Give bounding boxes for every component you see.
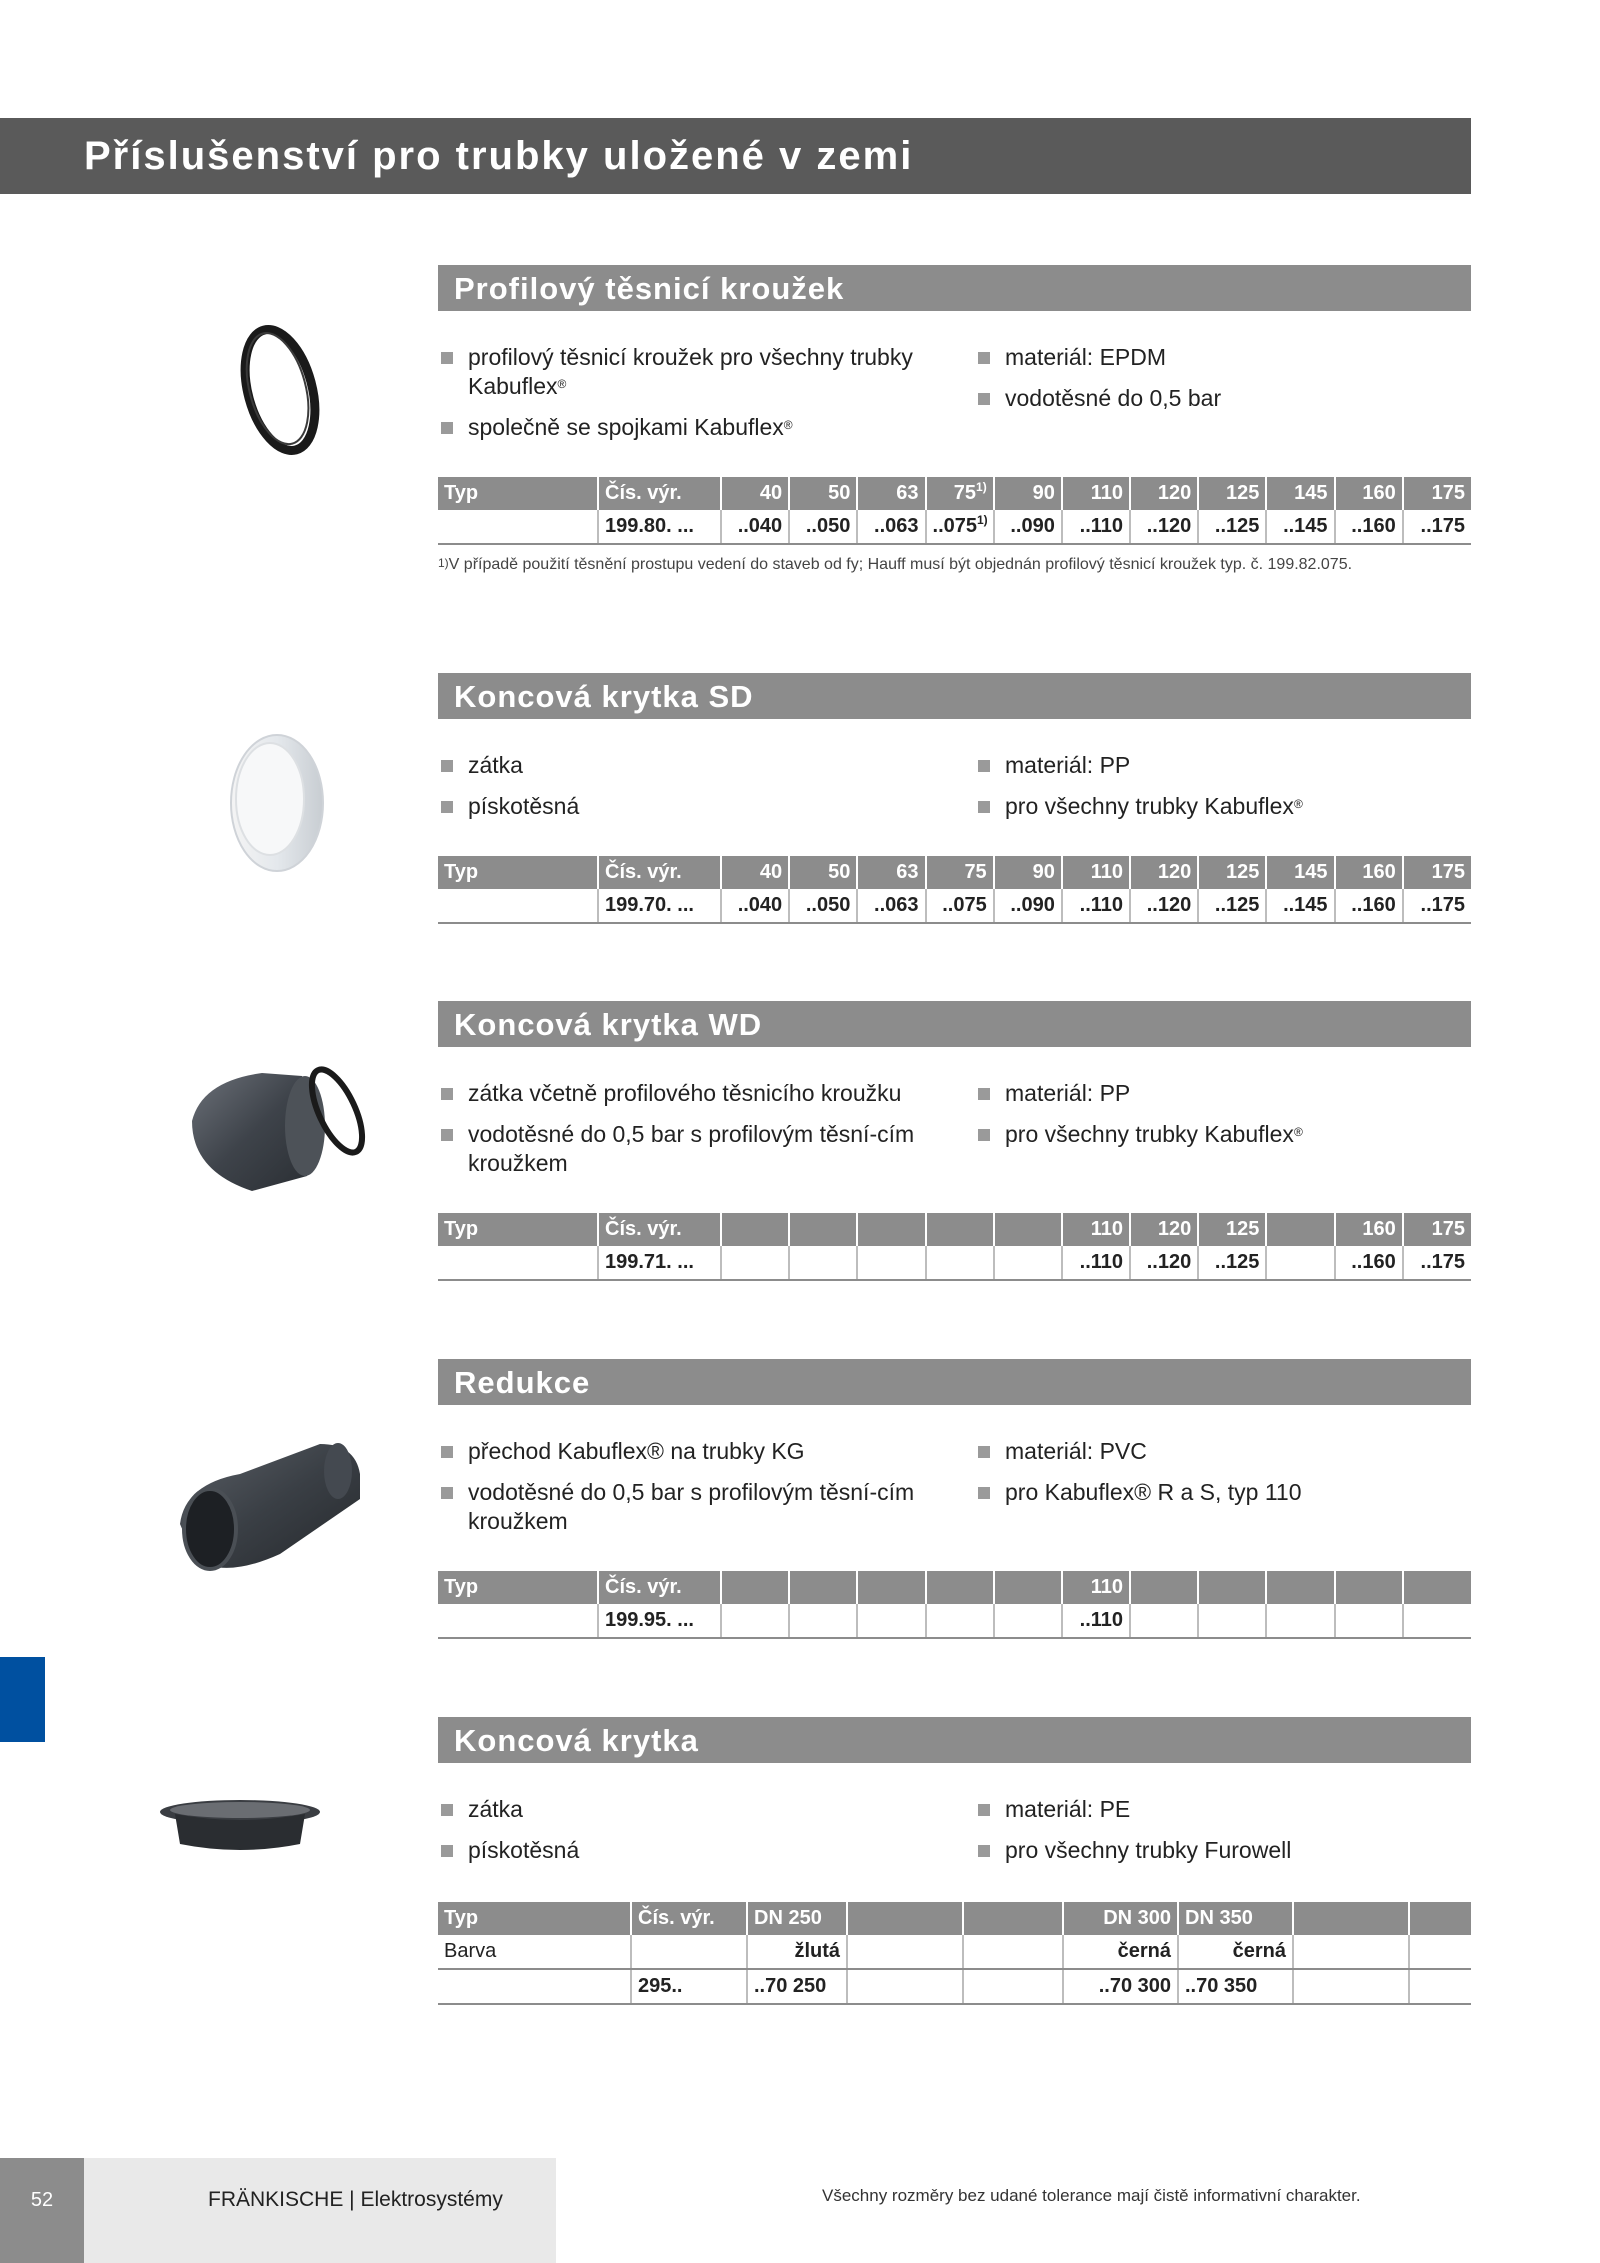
spec-table: [438, 1902, 1471, 2005]
bullet-item: pískotěsná: [438, 792, 958, 821]
bullet-list: [438, 751, 1471, 871]
table-row: 199.70. ... ..040 ..050 ..063 ..075 ..090 ..110 ..120 ..125 ..145 ..160 ..175: [438, 889, 1471, 923]
bullet-item: materiál: PP: [975, 751, 1455, 780]
table-header-row: Typ Čís. výr. 40 50 63 75 90 110 120 125 145 160 175: [438, 856, 1471, 889]
footer-brand: FRÄNKISCHE | Elektrosystémy: [84, 2158, 556, 2263]
section-title: Profilový těsnicí kroužek: [438, 265, 1471, 311]
table-header-row: Typ Čís. výr. 110 120 125 160 175: [438, 1213, 1471, 1246]
spec-table: [438, 1213, 1471, 1281]
table-row: Barva žlutá černá černá: [438, 1935, 1471, 1969]
section-title: Koncová krytka WD: [438, 1001, 1471, 1047]
page-title: Příslušenství pro trubky uložené v zemi: [84, 134, 914, 178]
footnote: $^{1)}$V případě použití těsnění prostupu vedení do staveb od fy; Hauff musí být objednán profilový těsnicí kroužek typ. č. 199.82.075.: [438, 556, 1353, 573]
bullet-item: materiál: PP: [975, 1079, 1455, 1108]
table-row: 199.95. ... ..110: [438, 1604, 1471, 1638]
section-title: Redukce: [438, 1359, 1471, 1405]
bullet-item: zátka: [438, 1795, 958, 1824]
section-reduction: [0, 1359, 1600, 1659]
bullet-item: zátka včetně profilového těsnicího kroužku: [438, 1079, 958, 1108]
bullet-item: pro všechny trubky Furowell: [975, 1836, 1455, 1865]
section-profile-ring: [0, 265, 1600, 615]
bullet-item: pískotěsná: [438, 1836, 958, 1865]
bullet-item: pro Kabuflex® R a S, typ 110: [975, 1478, 1455, 1507]
bullet-item: společně se spojkami Kabuflex®: [438, 413, 958, 442]
section-end-cap-sd: [0, 673, 1600, 933]
white-cap-image: [215, 725, 335, 875]
bullet-item: pro všechny trubky Kabuflex®: [975, 1120, 1455, 1149]
bullet-item: pro všechny trubky Kabuflex®: [975, 792, 1455, 821]
bullet-item: vodotěsné do 0,5 bar s profilovým těsní-cím kroužkem: [438, 1478, 948, 1536]
spec-table: [438, 477, 1471, 545]
ring-image: [230, 320, 330, 460]
bullet-list: [438, 1437, 1471, 1557]
flat-cap-image: [155, 1792, 325, 1862]
bullet-item: materiál: PE: [975, 1795, 1455, 1824]
table-header-row: Typ Čís. výr. 40 50 63 75$^{1)}$ 90 110 120 125 145 160 175: [438, 477, 1471, 510]
table-row: 295.. ..70 250 ..70 300 ..70 350: [438, 1969, 1471, 2004]
bullet-list: [438, 343, 1471, 463]
table-row: 199.71. ... ..110 ..120 ..125 ..160 ..175: [438, 1246, 1471, 1280]
bullet-item: profilový těsnicí kroužek pro všechny trubky Kabuflex®: [438, 343, 958, 401]
section-title: Koncová krytka: [438, 1717, 1471, 1763]
section-end-cap: [0, 1717, 1600, 2017]
bullet-item: materiál: EPDM: [975, 343, 1455, 372]
table-header-row: Typ Čís. výr. 110: [438, 1571, 1471, 1604]
page-header: [0, 118, 1471, 194]
bullet-item: materiál: PVC: [975, 1437, 1455, 1466]
spec-table: [438, 856, 1471, 924]
bullet-item: přechod Kabuflex® na trubky KG: [438, 1437, 958, 1466]
bullet-list: [438, 1795, 1471, 1915]
table-row: 199.80. ... ..040 ..050 ..063 ..075$^{1)}$ ..090 ..110 ..120 ..125 ..145 ..160 ..175: [438, 510, 1471, 544]
bullet-list: [438, 1079, 1471, 1199]
page-number: 52: [0, 2158, 84, 2263]
section-end-cap-wd: [0, 1001, 1600, 1301]
table-header-row: Typ Čís. výr. DN 250 DN 300 DN 350: [438, 1902, 1471, 1935]
spec-table: [438, 1571, 1471, 1639]
dark-cap-with-ring-image: [172, 1051, 372, 1211]
section-title: Koncová krytka SD: [438, 673, 1471, 719]
bullet-item: vodotěsné do 0,5 bar s profilovým těsní-cím kroužkem: [438, 1120, 948, 1178]
reduction-image: [170, 1429, 370, 1589]
footer-note: Všechny rozměry bez udané tolerance mají čistě informativní charakter.: [822, 2186, 1361, 2205]
bullet-item: vodotěsné do 0,5 bar: [975, 384, 1455, 413]
bullet-item: zátka: [438, 751, 958, 780]
